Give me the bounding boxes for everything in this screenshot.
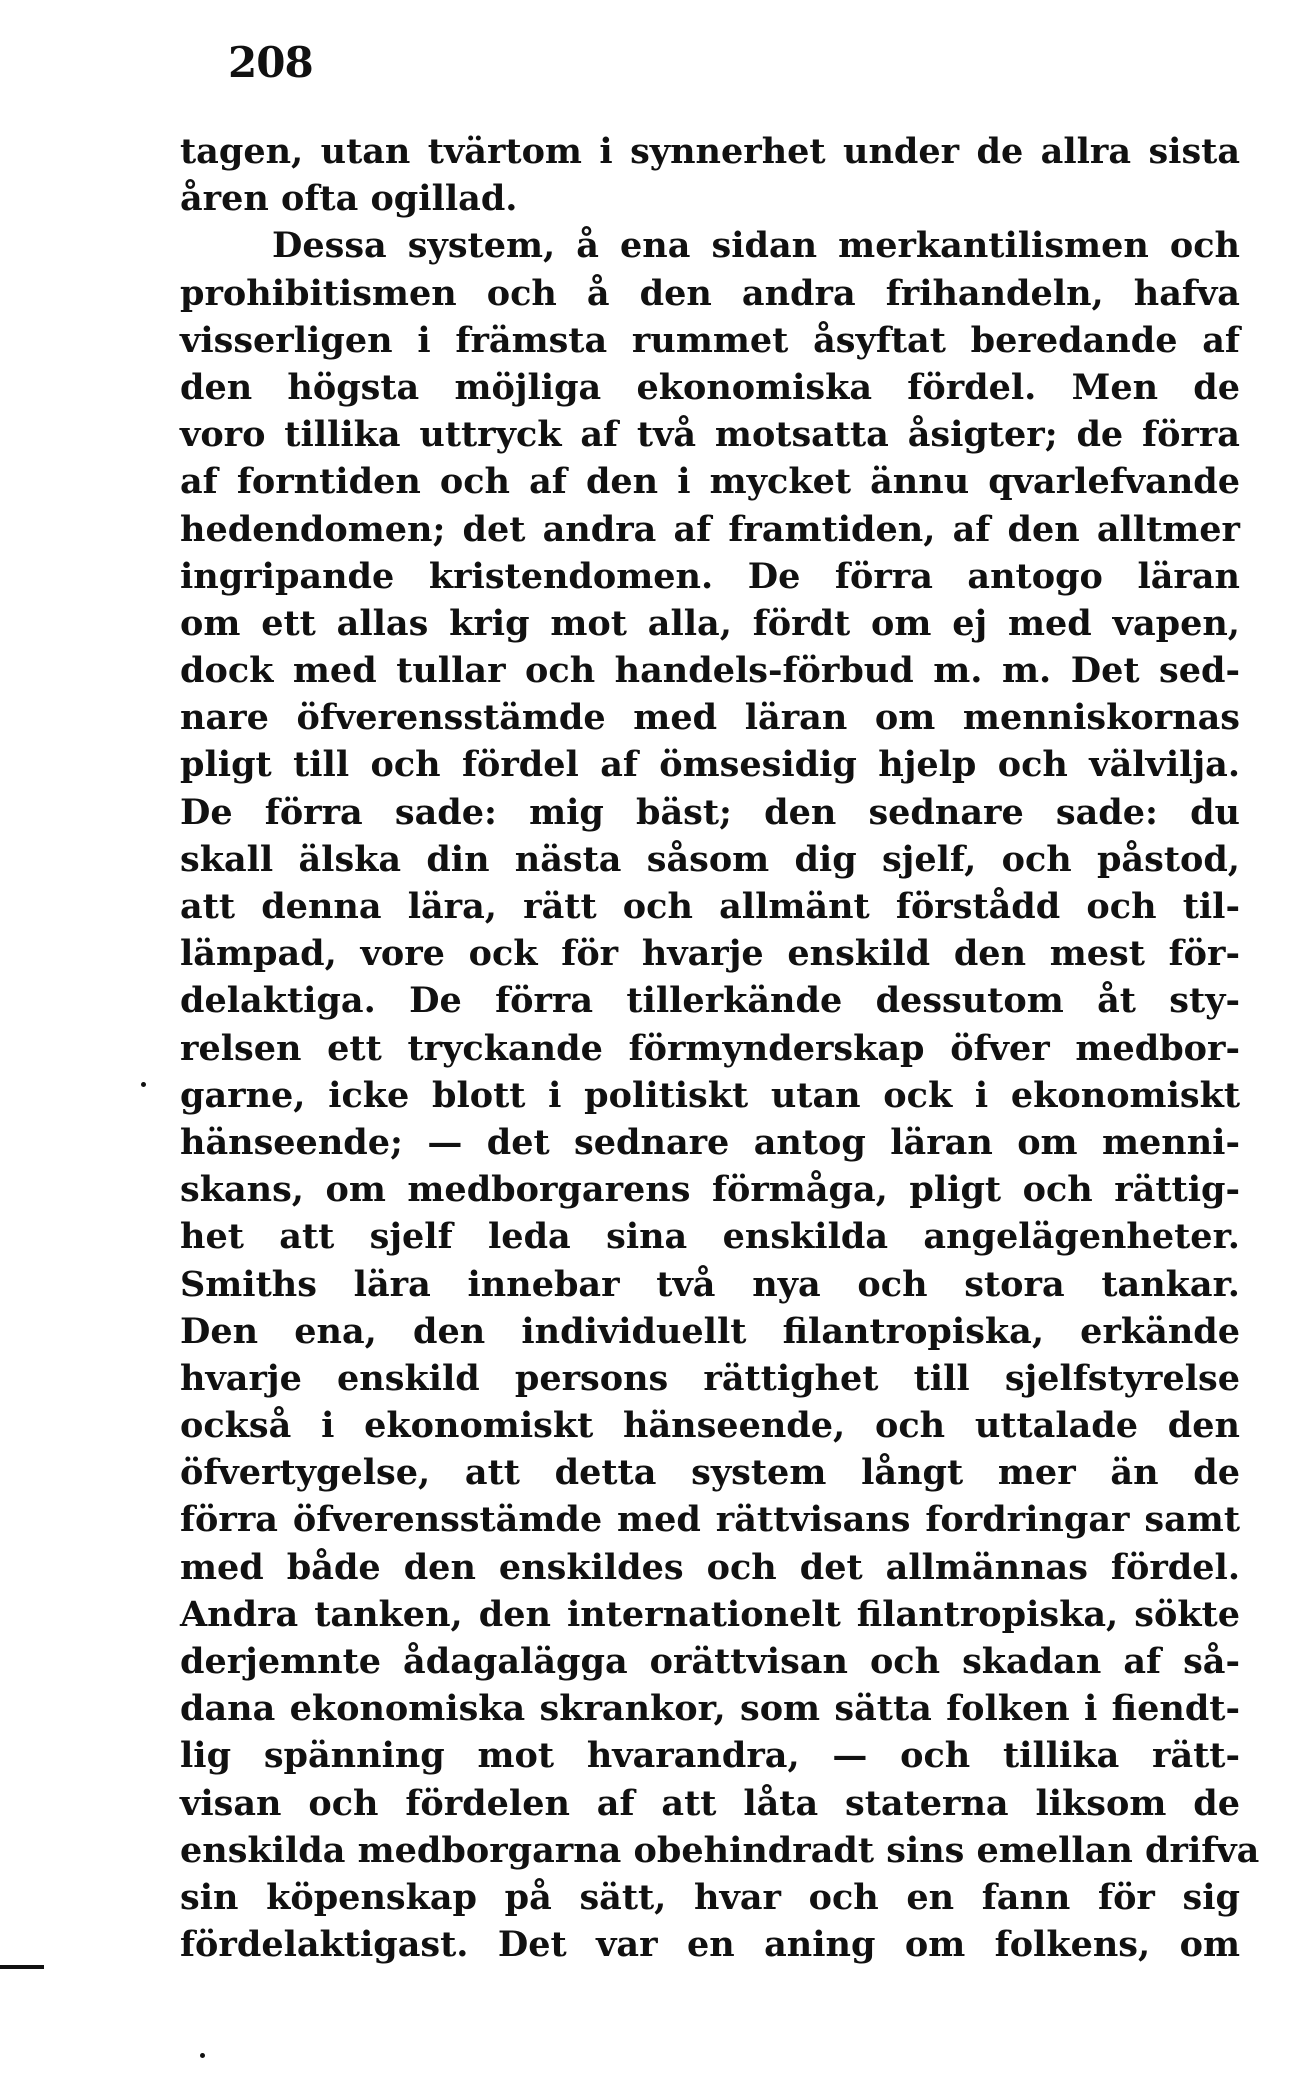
text-line: hänseende; — det sednare antog läran om menni-	[180, 1121, 1240, 1163]
text-line: åren ofta ogillad.	[180, 178, 518, 220]
text-line: Dessa system, å ena sidan merkantilismen och	[272, 225, 1240, 267]
text-line: nare öfverensstämde med läran om menniskornas	[180, 697, 1240, 739]
text-line: hedendomen; det andra af framtiden, af den alltmer	[180, 508, 1240, 550]
text-line: het att sjelf leda sina enskilda angelägenheter.	[180, 1216, 1240, 1258]
text-line: Den ena, den individuellt filantropiska, erkände	[180, 1310, 1240, 1352]
text-line: De förra sade: mig bäst; den sednare sade: du	[180, 791, 1240, 833]
text-line: hvarje enskild persons rättighet till sjelfstyrelse	[180, 1357, 1240, 1399]
text-line: öfvertygelse, att detta system långt mer än de	[180, 1452, 1240, 1494]
text-line: dana ekonomiska skrankor, som sätta folken i fiendt-	[180, 1688, 1240, 1730]
body-text	[180, 128, 1260, 1968]
text-line: garne, icke blott i politiskt utan ock i ekonomiskt	[180, 1074, 1240, 1116]
text-line: pligt till och fördel af ömsesidig hjelp och välvilja.	[180, 744, 1240, 786]
text-line: om ett allas krig mot alla, fördt om ej med vapen,	[180, 602, 1240, 644]
margin-dash-mark	[0, 1965, 44, 1969]
text-line: visan och fördelen af att låta staterna liksom de	[180, 1782, 1240, 1824]
margin-dot-mark	[141, 1082, 146, 1087]
text-line: att denna lära, rätt och allmänt förstådd och til-	[180, 886, 1240, 927]
text-line: derjemnte ådagalägga orättvisan och skadan af så-	[180, 1641, 1240, 1682]
text-line: prohibitismen och å den andra frihandeln, hafva	[180, 272, 1240, 314]
text-line: af forntiden och af den i mycket ännu qvarlefvande	[180, 461, 1240, 503]
text-line: visserligen i främsta rummet åsyftat beredande af	[180, 319, 1240, 361]
text-line: Andra tanken, den internationelt filantropiska, sökte	[180, 1593, 1240, 1635]
text-line: med både den enskildes och det allmännas fördel.	[180, 1546, 1240, 1588]
text-line: den högsta möjliga ekonomiska fördel. Men de	[180, 366, 1240, 408]
text-line: sin köpenskap på sätt, hvar och en fann för sig	[180, 1876, 1240, 1918]
text-line: skans, om medborgarens förmåga, pligt och rättig-	[180, 1169, 1240, 1211]
text-line: dock med tullar och handels-förbud m. m. Det sed-	[180, 650, 1240, 692]
text-line: lämpad, vore ock för hvarje enskild den mest för-	[180, 933, 1240, 975]
text-line: Smiths lära innebar två nya och stora tankar.	[180, 1263, 1240, 1305]
text-line: voro tillika uttryck af två motsatta åsigter; de förra	[180, 414, 1240, 456]
text-line: lig spänning mot hvarandra, — och tillika rätt-	[180, 1735, 1240, 1777]
page-number: 208	[228, 38, 313, 87]
text-line: relsen ett tryckande förmynderskap öfver medbor-	[180, 1027, 1240, 1069]
margin-dot-mark	[200, 2053, 205, 2058]
text-line: tagen, utan tvärtom i synnerhet under de allra sista	[180, 131, 1240, 172]
text-line: fördelaktigast. Det var en aning om folkens, om	[180, 1924, 1240, 1966]
text-line: förra öfverensstämde med rättvisans fordringar samt	[180, 1499, 1240, 1541]
text-line: ingripande kristendomen. De förra antogo läran	[180, 555, 1240, 597]
text-line: skall älska din nästa såsom dig sjelf, och påstod,	[180, 838, 1240, 880]
text-line: också i ekonomiskt hänseende, och uttalade den	[180, 1405, 1240, 1447]
text-line: delaktiga. De förra tillerkände dessutom åt sty-	[180, 980, 1240, 1022]
text-line: enskilda medborgarna obehindradt sins emellan drifva	[180, 1829, 1260, 1871]
